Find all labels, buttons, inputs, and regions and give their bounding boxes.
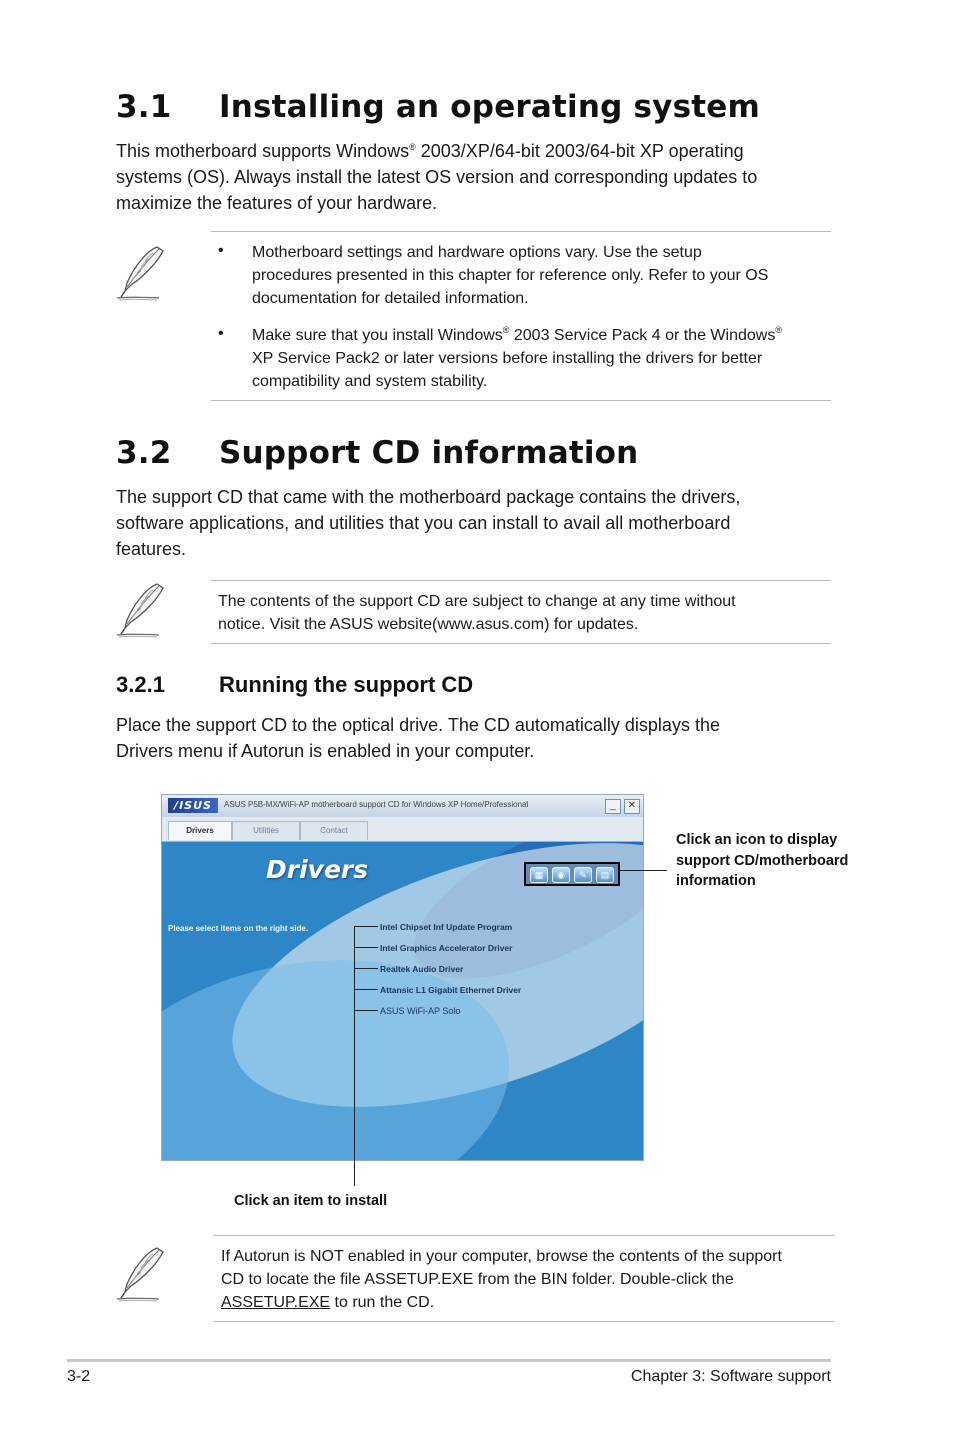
callout-text: Click an item to install [234,1193,388,1209]
tab-bar [162,817,643,842]
close-button[interactable]: ✕ [624,799,640,814]
motherboard-info-icon[interactable]: ▦ [530,867,548,883]
callout-text: Click an icon to display [676,832,838,848]
driver-item-audio[interactable]: Realtek Audio Driver [380,964,464,974]
callout-items [234,1191,387,1212]
note-top-rule [211,580,831,581]
driver-item-graphics[interactable]: Intel Graphics Accelerator Driver [380,943,513,953]
note-bottom-rule [211,643,831,644]
intro-text: Place the support CD to the optical drive. The CD automatically displays the [116,715,720,735]
intro-paragraph-3-2 [116,484,836,562]
support-cd-screenshot [161,794,644,1161]
driver-item-ethernet[interactable]: Attansic L1 Gigabit Ethernet Driver [380,985,522,995]
leader-tick [354,947,378,948]
window-title: ASUS P5B-MX/WiFi-AP motherboard support CD for Windows XP Home/Professional [224,800,529,809]
window-titlebar[interactable] [162,795,643,818]
intro-text: features. [116,539,187,559]
intro-text: 2003/XP/64-bit 2003/64-bit XP operating [415,141,744,161]
section-heading-3-2 [116,435,638,471]
leader-tick [354,1010,378,1011]
registered-mark: ® [502,325,510,335]
note-text-line: procedures presented in this chapter for reference only. Refer to your OS [252,267,769,284]
note-text: to run the CD. [330,1294,435,1311]
note-pen-icon [113,1244,173,1302]
intro-text: This motherboard supports Windows [116,141,410,161]
note-text-line: notice. Visit the ASUS website(www.asus.com) for updates. [218,616,639,633]
intro-text: Drivers menu if Autorun is enabled in your computer. [116,741,535,761]
section-title: Installing an operating system [219,89,760,125]
leader-tick [354,968,378,969]
registered-mark: ® [409,142,416,152]
note-pen-icon [113,243,173,301]
note-text-line: If Autorun is NOT enabled in your computer, browse the contents of the support [221,1248,782,1265]
driver-item-wifi[interactable]: ASUS WiFi-AP Solo [380,1006,461,1016]
note-pen-icon [113,580,173,638]
section-heading-3-1 [116,89,760,125]
driver-item-chipset[interactable]: Intel Chipset Inf Update Program [380,922,513,932]
tab-contact[interactable]: Contact [300,821,368,840]
leader-tick [354,989,378,990]
subsection-title: Running the support CD [219,672,474,697]
note-top-rule [211,231,831,232]
intro-text: systems (OS). Always install the latest OS version and corresponding updates to [116,167,758,187]
bullet-marker: • [218,325,224,342]
note-text-line: CD to locate the file ASSETUP.EXE from the BIN folder. Double-click the [221,1271,734,1288]
intro-text: software applications, and utilities that you can install to avail all motherboard [116,513,731,533]
section-number: 3.1 [116,89,172,125]
page-number: 3-2 [67,1368,91,1385]
intro-paragraph-3-1 [116,138,836,216]
minimize-button[interactable]: _ [605,799,621,814]
note-text-line: documentation for detailed information. [252,290,529,307]
chapter-label: Chapter 3: Software support [630,1368,831,1385]
note-bottom-rule [214,1321,834,1322]
subsection-number: 3.2.1 [116,672,165,697]
file-list-icon[interactable]: ▤ [596,867,614,883]
note-text-line: Motherboard settings and hardware options vary. Use the setup [252,244,702,261]
subsection-heading-3-2-1 [116,672,473,698]
intro-paragraph-3-2-1 [116,712,836,764]
note-text: Make sure that you install Windows [252,327,503,344]
browse-cd-icon[interactable]: ◉ [552,867,570,883]
note-bullet-2 [252,324,782,393]
callout-text: information [676,873,756,889]
intro-text: maximize the features of your hardware. [116,193,438,213]
note-text-line: compatibility and system stability. [252,373,488,390]
note-top-rule [214,1235,834,1236]
leader-tick [354,926,378,927]
note-text-line: XP Service Pack2 or later versions before installing the drivers for better [252,350,763,367]
bullet-marker: • [218,242,224,259]
cd-info-icons [524,862,620,886]
tab-utilities[interactable]: Utilities [232,821,300,840]
asus-logo: /ISUS [168,798,218,813]
selection-hint: Please select items on the right side. [168,924,309,933]
note-text: 2003 Service Pack 4 or the Windows [509,327,776,344]
technical-support-icon[interactable]: ✎ [574,867,592,883]
section-title: Support CD information [219,435,639,471]
note-support-cd [218,590,736,636]
intro-text: The support CD that came with the motherboard package contains the drivers, [116,487,741,507]
note-autorun [221,1245,782,1314]
drivers-heading: Drivers [266,855,369,884]
registered-mark: ® [775,325,782,335]
callout-icons [676,830,848,892]
note-bottom-rule [211,400,831,401]
section-number: 3.2 [116,435,172,471]
note-bullet-1 [252,241,768,310]
leader-line [619,870,667,871]
footer-rule [67,1359,831,1362]
note-text-line: The contents of the support CD are subject to change at any time without [218,593,736,610]
tab-drivers[interactable]: Drivers [168,821,232,840]
leader-line [354,926,355,1186]
callout-text: support CD/motherboard [676,852,849,869]
filename-text: ASSETUP.EXE [221,1294,331,1311]
